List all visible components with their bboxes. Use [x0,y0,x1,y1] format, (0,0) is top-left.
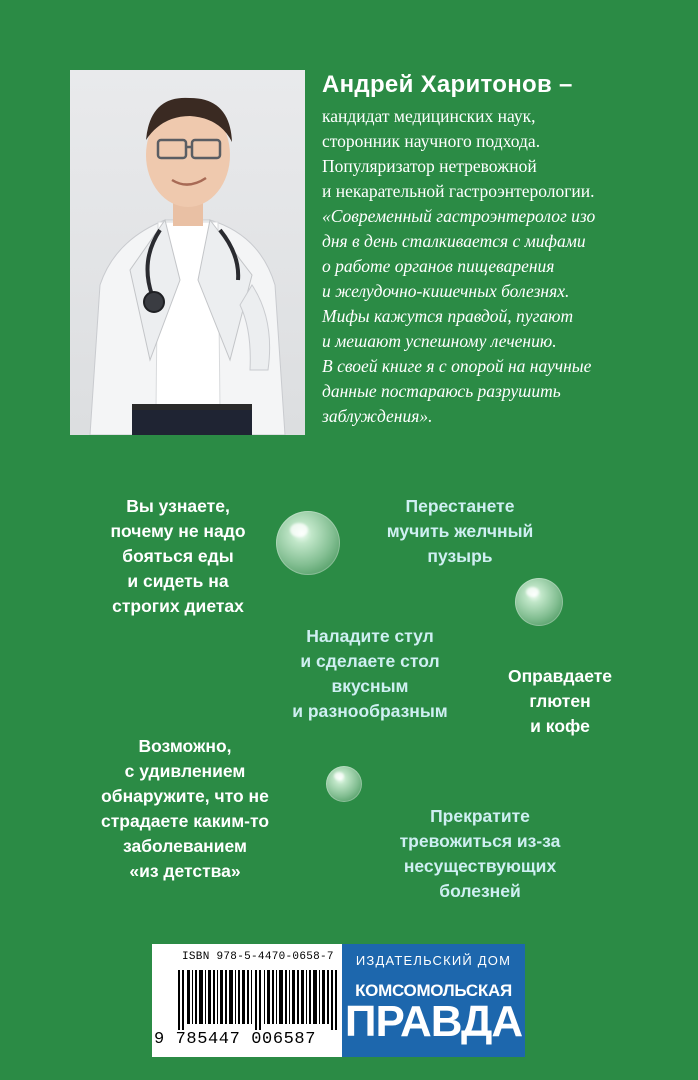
benefit-line: и сделаете стол [300,651,440,671]
publisher-bottom: ПРАВДА [344,997,523,1046]
benefit-stool [280,624,460,724]
bio-line: Популяризатор нетревожной [322,156,537,176]
benefit-line: вкусным [331,676,409,696]
benefit-line: Прекратите [430,806,530,826]
benefit-line: Перестанете [405,496,515,516]
benefit-line: с удивлением [124,761,246,781]
publisher-middle: КОМСОМОЛЬСКАЯ [355,981,512,1000]
publisher-logo [342,944,525,1057]
bubble-icon [326,766,362,802]
barcode [152,944,342,1057]
quote-line: Мифы кажутся правдой, пугают [322,306,574,326]
quote-line: дня в день сталкивается с мифами [322,231,586,251]
bio-line: сторонник научного подхода. [322,131,541,151]
author-name: Андрей Харитонов – [322,71,573,98]
quote-line: данные постараюсь разрушить [322,381,561,401]
quote-line: о работе органов пищеварения [322,256,555,276]
benefit-childhood-disease [95,734,275,884]
isbn-text: ISBN 978-5-4470-0658-7 [182,951,334,963]
publisher-top: ИЗДАТЕЛЬСКИЙ ДОМ [355,953,512,968]
benefit-no-fear-food [88,494,268,619]
benefit-line: тревожиться из-за [399,831,561,851]
benefit-line: и кофе [530,716,590,736]
bio-line: кандидат медицинских наук, [322,106,536,126]
quote-line: и мешают успешному лечению. [322,331,557,351]
barcode-bars-icon [178,970,338,1030]
benefit-line: страдаете каким-то [100,811,270,831]
benefit-line: бояться еды [122,546,234,566]
author-bio [322,68,682,429]
benefit-line: болезней [439,881,521,901]
benefit-line: строгих диетах [112,596,244,616]
quote-line: и желудочно-кишечных болезнях. [322,281,570,301]
benefit-line: и сидеть на [127,571,229,591]
quote-line: заблуждения». [322,406,433,426]
author-photo [70,70,305,435]
benefit-line: Возможно, [138,736,232,756]
barcode-number: 9 785447 006587 [154,1030,317,1049]
benefit-line: пузырь [427,546,493,566]
benefit-gluten-coffee [470,664,650,739]
bio-line: и некарательной гастроэнтерологии. [322,181,595,201]
benefit-gallbladder [370,494,550,569]
quote-line: «Современный гастроэнтеролог изо [322,206,596,226]
benefit-line: мучить желчный [386,521,534,541]
benefit-anxiety [390,804,570,904]
benefit-line: Наладите стул [306,626,434,646]
benefit-line: глютен [529,691,591,711]
benefit-line: Оправдаете [507,666,612,686]
benefit-line: почему не надо [110,521,246,541]
bubble-icon [515,578,563,626]
benefit-line: несуществующих [403,856,557,876]
benefit-line: заболеванием [123,836,247,856]
benefit-line: и разнообразным [292,701,448,721]
quote-line: В своей книге я с опорой на научные [322,356,592,376]
benefit-line: обнаружите, что не [101,786,269,806]
benefit-line: Вы узнаете, [126,496,230,516]
benefit-line: «из детства» [129,861,241,881]
bubble-icon [276,511,340,575]
